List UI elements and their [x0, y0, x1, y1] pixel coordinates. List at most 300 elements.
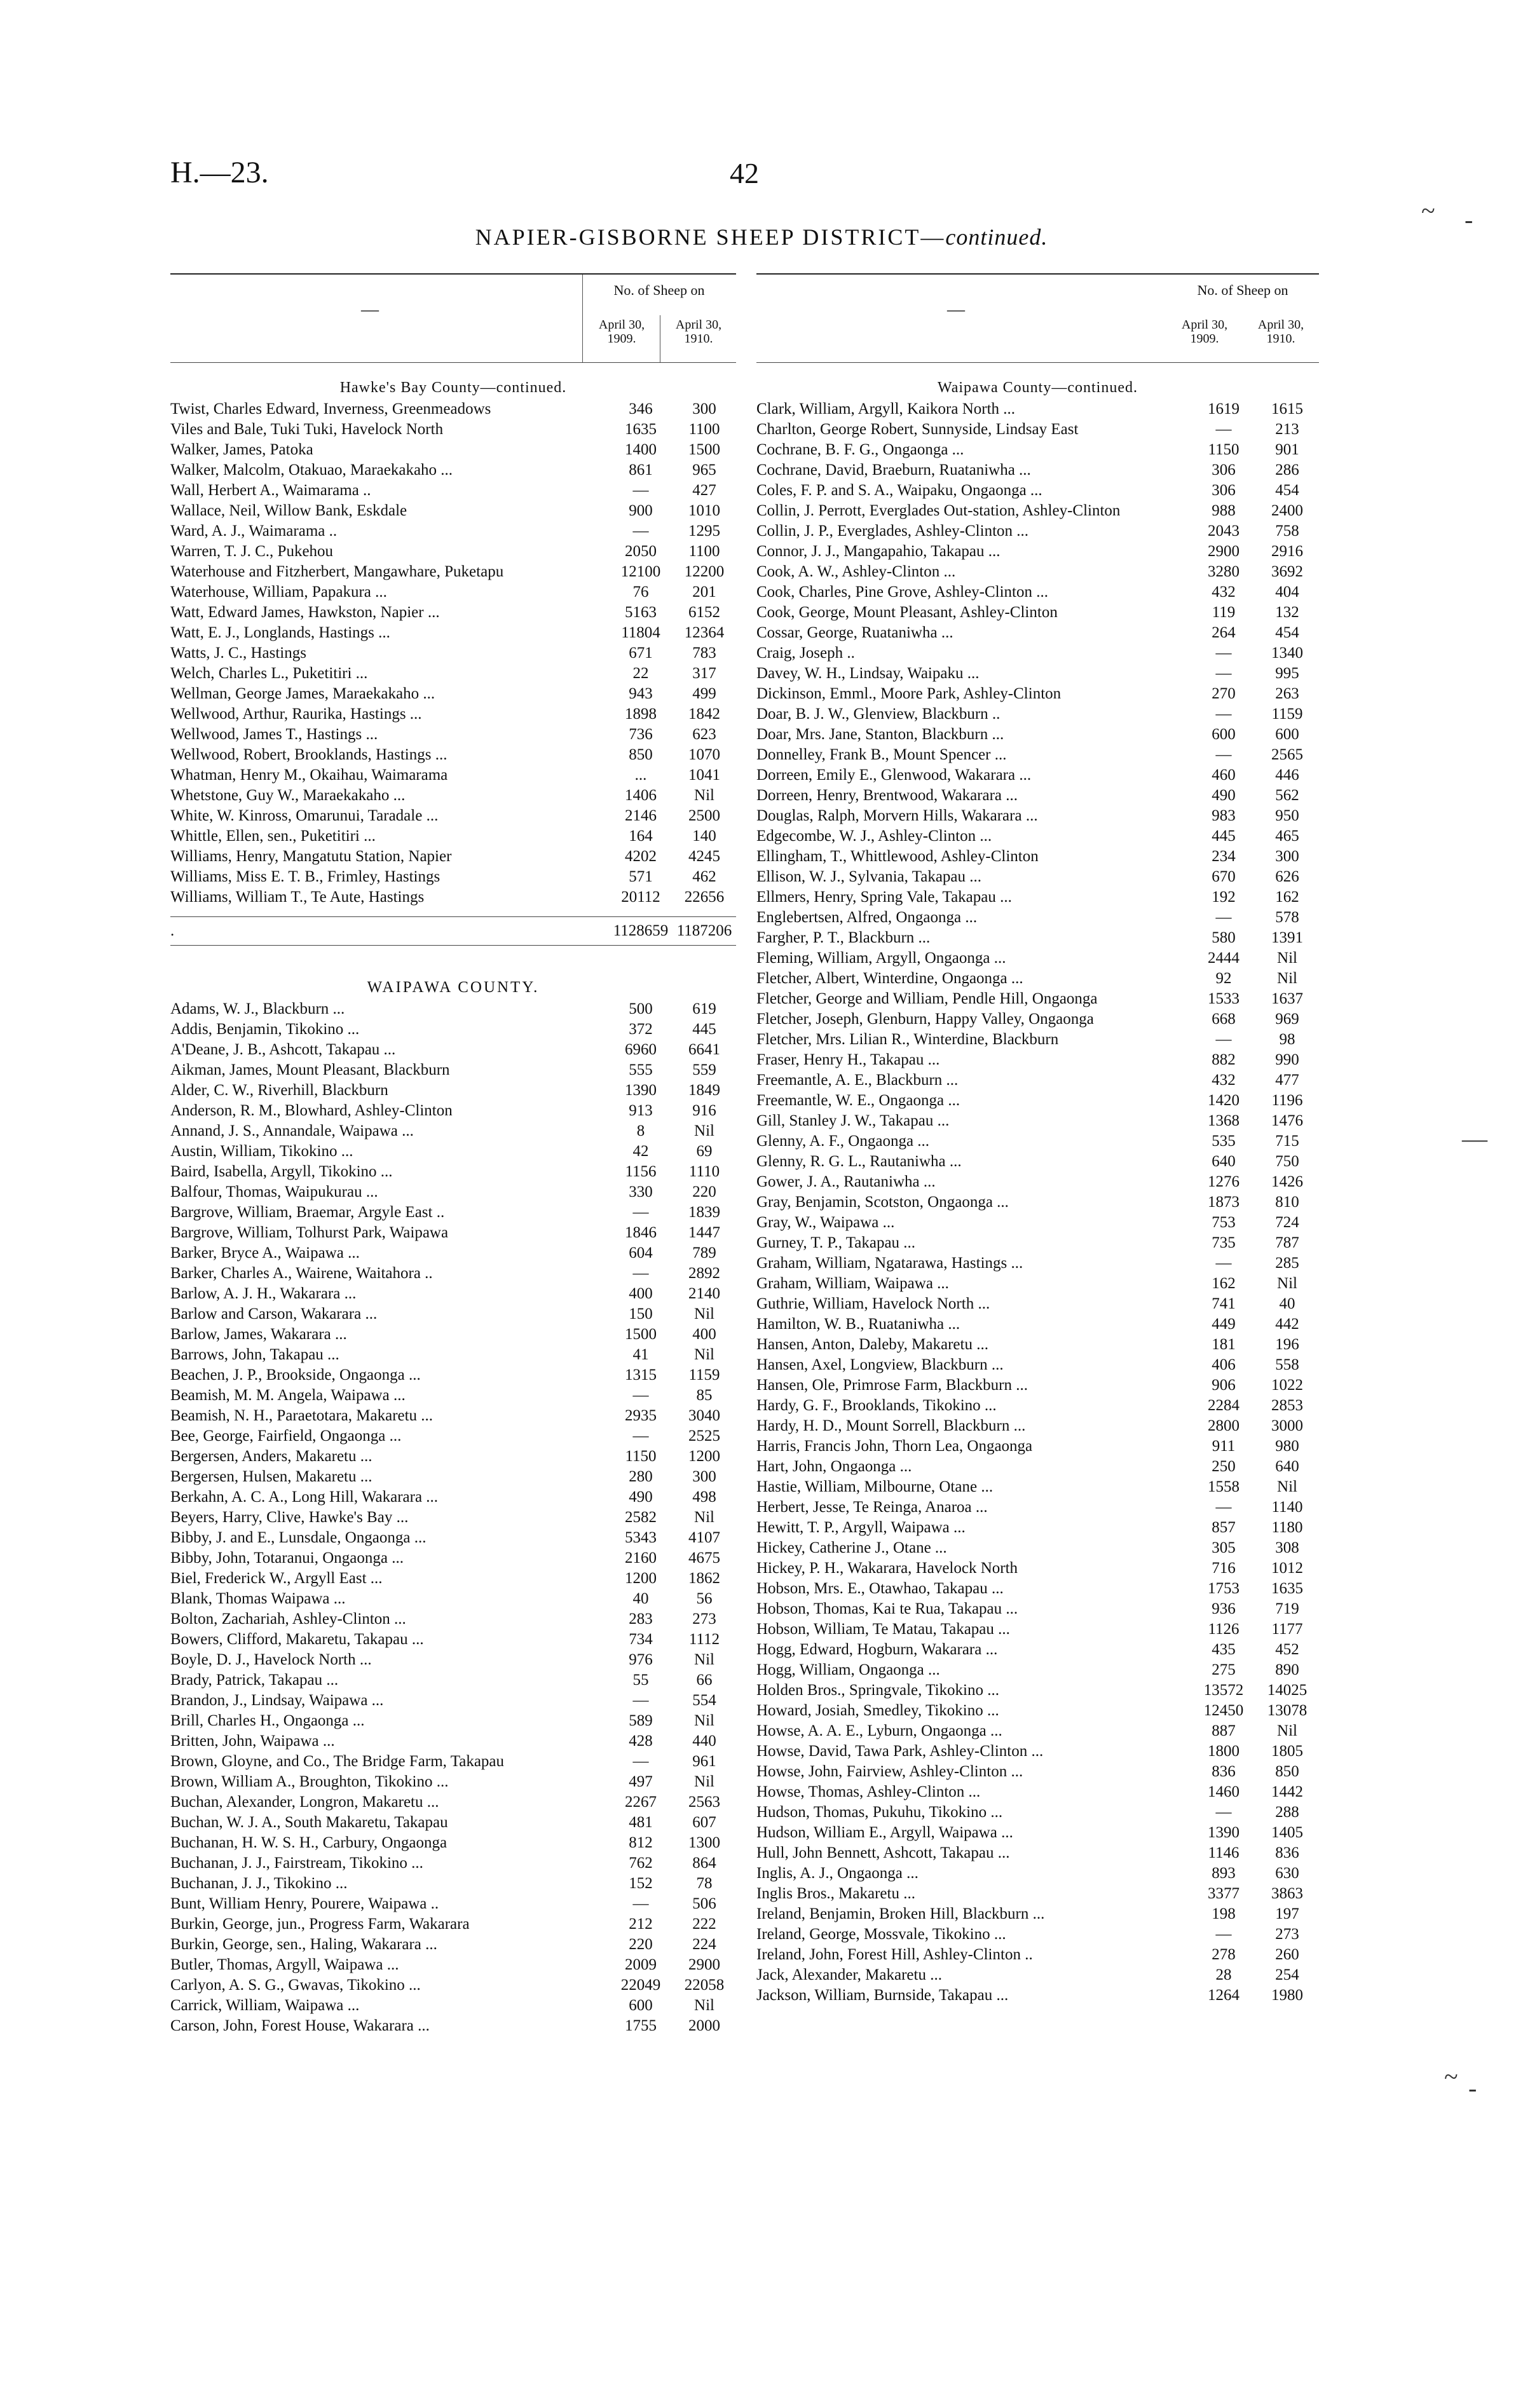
table-row [170, 1487, 736, 1507]
table-row [170, 1507, 736, 1528]
owner-name: Davey, W. H., Lindsay, Waipaku ... [756, 665, 980, 682]
table-row [756, 1701, 1319, 1721]
sheep-1910: 22058 [684, 1976, 725, 1994]
table-row [756, 1680, 1319, 1701]
owner-name: Hardy, H. D., Mount Sorrell, Blackburn ... [756, 1417, 1026, 1434]
table-row [756, 1477, 1319, 1497]
table-row [170, 1589, 736, 1609]
sheep-1910: 308 [1275, 1539, 1299, 1556]
sheep-1910: 196 [1275, 1336, 1299, 1353]
sheep-1909: 753 [1212, 1214, 1236, 1231]
margin-mark: ~ [1421, 196, 1435, 225]
sheep-1909: 41 [632, 1346, 649, 1363]
owner-name: Bibby, J. and E., Lunsdale, Ongaonga ... [170, 1529, 427, 1546]
table-row [170, 663, 736, 684]
sheep-1910: 66 [696, 1671, 713, 1689]
table-row [756, 1538, 1319, 1558]
table-row [756, 1904, 1319, 1924]
sheep-1910: 260 [1275, 1946, 1299, 1963]
sheep-1910: 499 [692, 685, 716, 702]
table-row [170, 1182, 736, 1202]
sheep-1909: — [1215, 1031, 1232, 1048]
owner-name: Barker, Charles A., Wairene, Waitahora .. [170, 1265, 433, 1282]
sheep-1909: 198 [1212, 1905, 1236, 1922]
sheep-1910: 916 [692, 1102, 716, 1119]
table-row [170, 1853, 736, 1874]
owner-name: Carlyon, A. S. G., Gwavas, Tikokino ... [170, 1976, 421, 1994]
owner-name: Charlton, George Robert, Sunnyside, Lindsay East [756, 421, 1079, 438]
sheep-1909: 2043 [1208, 522, 1240, 540]
sheep-1910: 2853 [1271, 1397, 1303, 1414]
owner-name: Graham, William, Waipawa ... [756, 1275, 949, 1292]
sheep-1909: 1200 [625, 1570, 657, 1587]
table-row [756, 1274, 1319, 1294]
sheep-1910: 6152 [688, 604, 720, 621]
sheep-1909: 735 [1212, 1234, 1236, 1251]
table-row [756, 1253, 1319, 1274]
owner-name: Hudson, Thomas, Pukuhu, Tikokino ... [756, 1804, 1003, 1821]
table-row [170, 2016, 736, 2036]
owner-name: Dorreen, Emily E., Glenwood, Wakarara ... [756, 766, 1032, 784]
owner-name: Warren, T. J. C., Pukehou [170, 543, 334, 560]
sheep-1910: 1159 [1271, 705, 1303, 723]
sheep-1909: 716 [1212, 1560, 1236, 1577]
sheep-1910: 1442 [1271, 1783, 1303, 1800]
sheep-1910: 12364 [684, 624, 725, 641]
table-row [170, 1040, 736, 1060]
sheep-1909: 1156 [625, 1163, 657, 1180]
sheep-1909: 1558 [1208, 1478, 1240, 1495]
owner-name: Hastie, William, Milbourne, Otane ... [756, 1478, 994, 1495]
table-row [756, 1579, 1319, 1599]
sheep-1909: 5163 [625, 604, 657, 621]
sheep-1910: 3040 [688, 1407, 720, 1424]
table-row [756, 1030, 1319, 1050]
sheep-1910: 452 [1275, 1641, 1299, 1658]
table-row [170, 1731, 736, 1752]
sheep-1910: 300 [1275, 848, 1299, 865]
right-column [756, 273, 1319, 2006]
table-row [756, 1640, 1319, 1660]
table-row [756, 582, 1319, 602]
sheep-1910: 554 [692, 1692, 716, 1709]
sheep-1910: 1012 [1271, 1560, 1303, 1577]
sheep-1910: 2525 [688, 1427, 720, 1445]
sheep-1909: 1460 [1208, 1783, 1240, 1800]
owner-name: Gill, Stanley J. W., Takapau ... [756, 1112, 950, 1129]
sheep-1910: 273 [692, 1610, 716, 1628]
sheep-1910: 1447 [688, 1224, 720, 1241]
sheep-1910: Nil [1277, 1275, 1297, 1292]
table-row [756, 1172, 1319, 1192]
right-table [756, 399, 1319, 2006]
sheep-1909: 900 [629, 502, 653, 519]
table-row [170, 1141, 736, 1162]
owner-name: Howard, Josiah, Smedley, Tikokino ... [756, 1702, 999, 1719]
owner-name: Cossar, George, Ruataniwha ... [756, 624, 953, 641]
owner-name: Gray, Benjamin, Scotston, Ongaonga ... [756, 1194, 1009, 1211]
table-row [170, 521, 736, 541]
april-1909-heading: April 30, 1909. [1181, 318, 1228, 346]
owner-name: Addis, Benjamin, Tikokino ... [170, 1021, 360, 1038]
sheep-1909: 1755 [625, 2017, 657, 2034]
table-row [756, 704, 1319, 724]
table-row [170, 1914, 736, 1935]
owner-name: Baird, Isabella, Argyll, Tikokino ... [170, 1163, 393, 1180]
table-row [170, 1202, 736, 1223]
sheep-1909: 2900 [1208, 543, 1240, 560]
sheep-1909: 2267 [625, 1793, 657, 1811]
sheep-1909: — [1215, 1926, 1232, 1943]
sheep-1910: 1112 [688, 1631, 720, 1648]
owner-name: Howse, John, Fairview, Ashley-Clinton ... [756, 1763, 1023, 1780]
sheep-1910: 69 [696, 1143, 713, 1160]
owner-name: Cook, A. W., Ashley-Clinton ... [756, 563, 956, 580]
sheep-1909: 671 [629, 644, 653, 662]
owner-name: Beyers, Harry, Clive, Hawke's Bay ... [170, 1509, 409, 1526]
sheep-1910: Nil [1277, 949, 1297, 967]
sheep-1909: 2935 [625, 1407, 657, 1424]
sheep-1910: 850 [1275, 1763, 1299, 1780]
owner-name: Bergersen, Anders, Makaretu ... [170, 1448, 372, 1465]
table-row [170, 1162, 736, 1182]
sheep-1910: Nil [694, 1651, 714, 1668]
table-row [170, 1263, 736, 1284]
owner-name: Brown, Gloyne, and Co., The Bridge Farm, Takapau [170, 1753, 505, 1770]
table-row [756, 1375, 1319, 1396]
sheep-1909: 1390 [1208, 1824, 1240, 1841]
owner-name: Hansen, Ole, Primrose Farm, Blackburn ... [756, 1377, 1028, 1394]
sheep-1909: 1400 [625, 441, 657, 458]
sheep-1909: 280 [629, 1468, 653, 1485]
sheep-1909: — [1215, 1499, 1232, 1516]
table-row [170, 1223, 736, 1243]
owner-name: Williams, Henry, Mangatutu Station, Napier [170, 848, 452, 865]
owner-name: Fletcher, Mrs. Lilian R., Winterdine, Blackburn [756, 1031, 1059, 1048]
left-table-part2 [170, 999, 736, 2036]
owner-name: Annand, J. S., Annandale, Waipawa ... [170, 1122, 414, 1139]
sheep-1910: 1196 [1271, 1092, 1303, 1109]
owner-name: Williams, William T., Te Aute, Hastings [170, 888, 425, 906]
table-row [170, 1772, 736, 1792]
sheep-1910: 995 [1275, 665, 1299, 682]
sheep-1909: 40 [632, 1590, 649, 1607]
owner-name: Hobson, Mrs. E., Otawhao, Takapau ... [756, 1580, 1004, 1597]
owner-name: Bargrove, William, Braemar, Argyle East .. [170, 1204, 445, 1221]
owner-name: Aikman, James, Mount Pleasant, Blackburn [170, 1061, 450, 1078]
sheep-1909: 8 [636, 1122, 645, 1139]
sheep-1909: 150 [629, 1305, 653, 1323]
sheep-1909: 1619 [1208, 400, 1240, 418]
table-row [170, 1080, 736, 1101]
sheep-1909: 264 [1212, 624, 1236, 641]
table-row [756, 1619, 1319, 1640]
owner-name: Ward, A. J., Waimarama .. [170, 522, 338, 540]
sheep-1909: 306 [1212, 482, 1236, 499]
sheep-1910: 2916 [1271, 543, 1303, 560]
table-row [170, 1711, 736, 1731]
sheep-1910: 4245 [688, 848, 720, 865]
sheep-1909: 76 [632, 583, 649, 601]
sheep-1909: 346 [629, 400, 653, 418]
sheep-1909: 1368 [1208, 1112, 1240, 1129]
sheep-1909: 1800 [1208, 1743, 1240, 1760]
sheep-1909: 1264 [1208, 1987, 1240, 2004]
name-column-dash: — [361, 300, 379, 320]
left-column [170, 273, 736, 2036]
table-row [756, 887, 1319, 908]
sheep-1910: 559 [692, 1061, 716, 1078]
table-row [756, 1050, 1319, 1070]
table-row [170, 1874, 736, 1894]
owner-name: Barlow, A. J. H., Wakarara ... [170, 1285, 357, 1302]
sheep-1910: 1500 [688, 441, 720, 458]
owner-name: Blank, Thomas Waipawa ... [170, 1590, 346, 1607]
sheep-1910: 1391 [1271, 929, 1303, 946]
owner-name: Brandon, J., Lindsay, Waipawa ... [170, 1692, 384, 1709]
owner-name: Barker, Bryce A., Waipawa ... [170, 1244, 360, 1262]
table-row [170, 1385, 736, 1406]
sheep-1909: 330 [629, 1183, 653, 1201]
no-of-sheep-label: No. of Sheep on [1197, 282, 1288, 298]
sheep-1909: — [632, 1204, 649, 1221]
no-of-sheep-label: No. of Sheep on [613, 282, 705, 298]
sheep-1910: 13078 [1267, 1702, 1308, 1719]
table-row [170, 867, 736, 887]
owner-name: Austin, William, Tikokino ... [170, 1143, 353, 1160]
sheep-1909: 372 [629, 1021, 653, 1038]
owner-name: Britten, John, Waipawa ... [170, 1732, 335, 1750]
table-row [756, 684, 1319, 704]
table-row [170, 460, 736, 480]
owner-name: Dickinson, Emml., Moore Park, Ashley-Clinton [756, 685, 1062, 702]
owner-name: Bee, George, Fairfield, Ongaonga ... [170, 1427, 402, 1445]
table-row [756, 1863, 1319, 1884]
owner-name: Graham, William, Ngatarawa, Hastings ... [756, 1255, 1023, 1272]
owner-name: Barlow, James, Wakarara ... [170, 1326, 347, 1343]
table-row [756, 908, 1319, 928]
table-row [170, 745, 736, 765]
owner-name: Whatman, Henry M., Okaihau, Waimarama [170, 766, 448, 784]
table-row [756, 1091, 1319, 1111]
owner-name: Wallace, Neil, Willow Bank, Eskdale [170, 502, 407, 519]
table-row [756, 826, 1319, 847]
sheep-1909: — [1215, 705, 1232, 723]
sheep-1910: 440 [692, 1732, 716, 1750]
table-row [756, 1518, 1319, 1538]
sheep-1909: — [1215, 1804, 1232, 1821]
sheep-1909: 670 [1212, 868, 1236, 885]
table-row [170, 724, 736, 745]
table-row [756, 1314, 1319, 1335]
sheep-1910: 213 [1275, 421, 1299, 438]
sheep-1910: 980 [1275, 1438, 1299, 1455]
sheep-1910: 445 [692, 1021, 716, 1038]
column-header [756, 275, 1319, 363]
table-row [170, 1813, 736, 1833]
sheep-1909: 490 [629, 1488, 653, 1506]
table-row [756, 399, 1319, 419]
owner-name: Hickey, Catherine J., Otane ... [756, 1539, 947, 1556]
sheep-1909: 911 [1212, 1438, 1236, 1455]
owner-name: Anderson, R. M., Blowhard, Ashley-Clinton [170, 1102, 453, 1119]
sheep-1909: 1533 [1208, 990, 1240, 1007]
sheep-1909: 1753 [1208, 1580, 1240, 1597]
sheep-1909: 2284 [1208, 1397, 1240, 1414]
sheep-1910: Nil [694, 1997, 714, 2014]
sheep-1910: 224 [692, 1936, 716, 1953]
table-row [756, 1436, 1319, 1457]
sheep-1910: 2140 [688, 1285, 720, 1302]
sheep-1910: 1839 [688, 1204, 720, 1221]
name-column-dash: — [947, 300, 965, 320]
table-row [170, 1975, 736, 1996]
sheep-1910: 719 [1275, 1600, 1299, 1617]
table-row [756, 1741, 1319, 1762]
sheep-1909: 500 [629, 1000, 653, 1017]
table-row [756, 1721, 1319, 1741]
sheep-1909: — [1215, 1255, 1232, 1272]
sheep-1910: 254 [1275, 1966, 1299, 1983]
owner-name: Hewitt, T. P., Argyll, Waipawa ... [756, 1519, 966, 1536]
sheep-1910: 2563 [688, 1793, 720, 1811]
table-row [756, 1782, 1319, 1802]
sheep-1910: 273 [1275, 1926, 1299, 1943]
table-row [756, 928, 1319, 948]
sheep-1909: 406 [1212, 1356, 1236, 1373]
table-row [170, 501, 736, 521]
sheep-1909: — [632, 1427, 649, 1445]
sheep-1910: 623 [692, 726, 716, 743]
sheep-1910: Nil [1277, 970, 1297, 987]
owner-name: Barlow and Carson, Wakarara ... [170, 1305, 378, 1323]
owner-name: Hardy, G. F., Brooklands, Tikokino ... [756, 1397, 997, 1414]
sheep-1909: 432 [1212, 1071, 1236, 1089]
section-heading: Waipawa County—continued. [937, 379, 1138, 396]
table-row [170, 1467, 736, 1487]
owner-name: Berkahn, A. C. A., Long Hill, Wakarara ... [170, 1488, 439, 1506]
sheep-1910: 787 [1275, 1234, 1299, 1251]
sheep-1909: 913 [629, 1102, 653, 1119]
owner-name: Englebertsen, Alfred, Ongaonga ... [756, 909, 978, 926]
owner-name: Waterhouse and Fitzherbert, Mangawhare, Puketapu [170, 563, 504, 580]
owner-name: Beamish, N. H., Paraetotara, Makaretu ... [170, 1407, 434, 1424]
owner-name: Guthrie, William, Havelock North ... [756, 1295, 990, 1312]
sheep-1909: 20112 [621, 888, 660, 906]
table-row [170, 1304, 736, 1324]
owner-name: Hobson, Thomas, Kai te Rua, Takapau ... [756, 1600, 1018, 1617]
sheep-1910: 1295 [688, 522, 720, 540]
sheep-1910: 2000 [688, 2017, 720, 2034]
sheep-1909: 12450 [1203, 1702, 1244, 1719]
table-row [170, 582, 736, 602]
sheep-1910: 506 [692, 1895, 716, 1912]
sheep-1909: 435 [1212, 1641, 1236, 1658]
table-row [170, 419, 736, 440]
sheep-1910: 1635 [1271, 1580, 1303, 1597]
sheep-1910: 78 [696, 1875, 713, 1892]
owner-name: Burkin, George, sen., Haling, Wakarara ... [170, 1936, 437, 1953]
table-row [756, 1152, 1319, 1172]
sheep-1909: — [1215, 746, 1232, 763]
sheep-1910: 220 [692, 1183, 716, 1201]
table-row [170, 480, 736, 501]
sheep-1910: 619 [692, 1000, 716, 1017]
table-row [756, 1843, 1319, 1863]
margin-mark: ~ [1444, 2062, 1458, 2091]
sheep-1910: 890 [1275, 1661, 1299, 1678]
sheep-1909: — [1215, 644, 1232, 662]
table-row [756, 1945, 1319, 1965]
owner-name: Whittle, Ellen, sen., Puketitiri ... [170, 827, 376, 845]
owner-name: Cochrane, B. F. G., Ongaonga ... [756, 441, 964, 458]
sheep-1910: 286 [1275, 461, 1299, 479]
table-row [756, 602, 1319, 623]
table-row [756, 1294, 1319, 1314]
table-row [756, 440, 1319, 460]
sheep-1910: 724 [1275, 1214, 1299, 1231]
sheep-1910: 750 [1275, 1153, 1299, 1170]
sheep-1909: 490 [1212, 787, 1236, 804]
sheep-1909: 6960 [625, 1041, 657, 1058]
sheep-1909: 836 [1212, 1763, 1236, 1780]
owner-name: Fletcher, Joseph, Glenburn, Happy Valley, Ongaonga [756, 1010, 1094, 1028]
table-row [170, 1406, 736, 1426]
sheep-1909: — [632, 1265, 649, 1282]
sheep-1910: 454 [1275, 624, 1299, 641]
table-row [170, 1019, 736, 1040]
owner-name: Welch, Charles L., Puketitiri ... [170, 665, 368, 682]
sheep-1909: 4202 [625, 848, 657, 865]
table-row [756, 1985, 1319, 2006]
sheep-1910: 2900 [688, 1956, 720, 1973]
owner-name: Ireland, Benjamin, Broken Hill, Blackburn ... [756, 1905, 1045, 1922]
table-row [170, 1935, 736, 1955]
sheep-1909: 22049 [620, 1976, 661, 1994]
sheep-1910: 1010 [688, 502, 720, 519]
sheep-1910: 201 [692, 583, 716, 601]
sheep-1910: Nil [694, 1712, 714, 1729]
table-row [170, 643, 736, 663]
sheep-1909: 580 [1212, 929, 1236, 946]
sheep-1910: 1476 [1271, 1112, 1303, 1129]
sheep-1909: 3280 [1208, 563, 1240, 580]
owner-name: Walker, Malcolm, Otakuao, Maraekakaho ... [170, 461, 453, 479]
sheep-1909: 278 [1212, 1946, 1236, 1963]
owner-name: A'Deane, J. B., Ashcott, Takapau ... [170, 1041, 396, 1058]
table-row [170, 1345, 736, 1365]
district-title [0, 224, 1523, 250]
sheep-1910: 961 [692, 1753, 716, 1770]
table-row [756, 1192, 1319, 1213]
owner-name: White, W. Kinross, Omarunui, Taradale ... [170, 807, 439, 824]
table-row [170, 887, 736, 908]
owner-name: Buchan, Alexander, Longron, Makaretu ... [170, 1793, 439, 1811]
table-row [170, 765, 736, 786]
total-row [170, 916, 736, 946]
sheep-1909: 497 [629, 1773, 653, 1790]
owner-name: Edgecombe, W. J., Ashley-Clinton ... [756, 827, 992, 845]
sheep-1910: 1842 [688, 705, 720, 723]
table-row [170, 847, 736, 867]
sheep-1909: 600 [1212, 726, 1236, 743]
owner-name: Walker, James, Patoka [170, 441, 313, 458]
table-row [756, 948, 1319, 969]
sheep-1910: 2500 [688, 807, 720, 824]
owner-name: Waterhouse, William, Papakura ... [170, 583, 387, 601]
owner-name: Bowers, Clifford, Makaretu, Takapau ... [170, 1631, 424, 1648]
april-1910-heading: April 30, 1910. [1257, 318, 1304, 346]
